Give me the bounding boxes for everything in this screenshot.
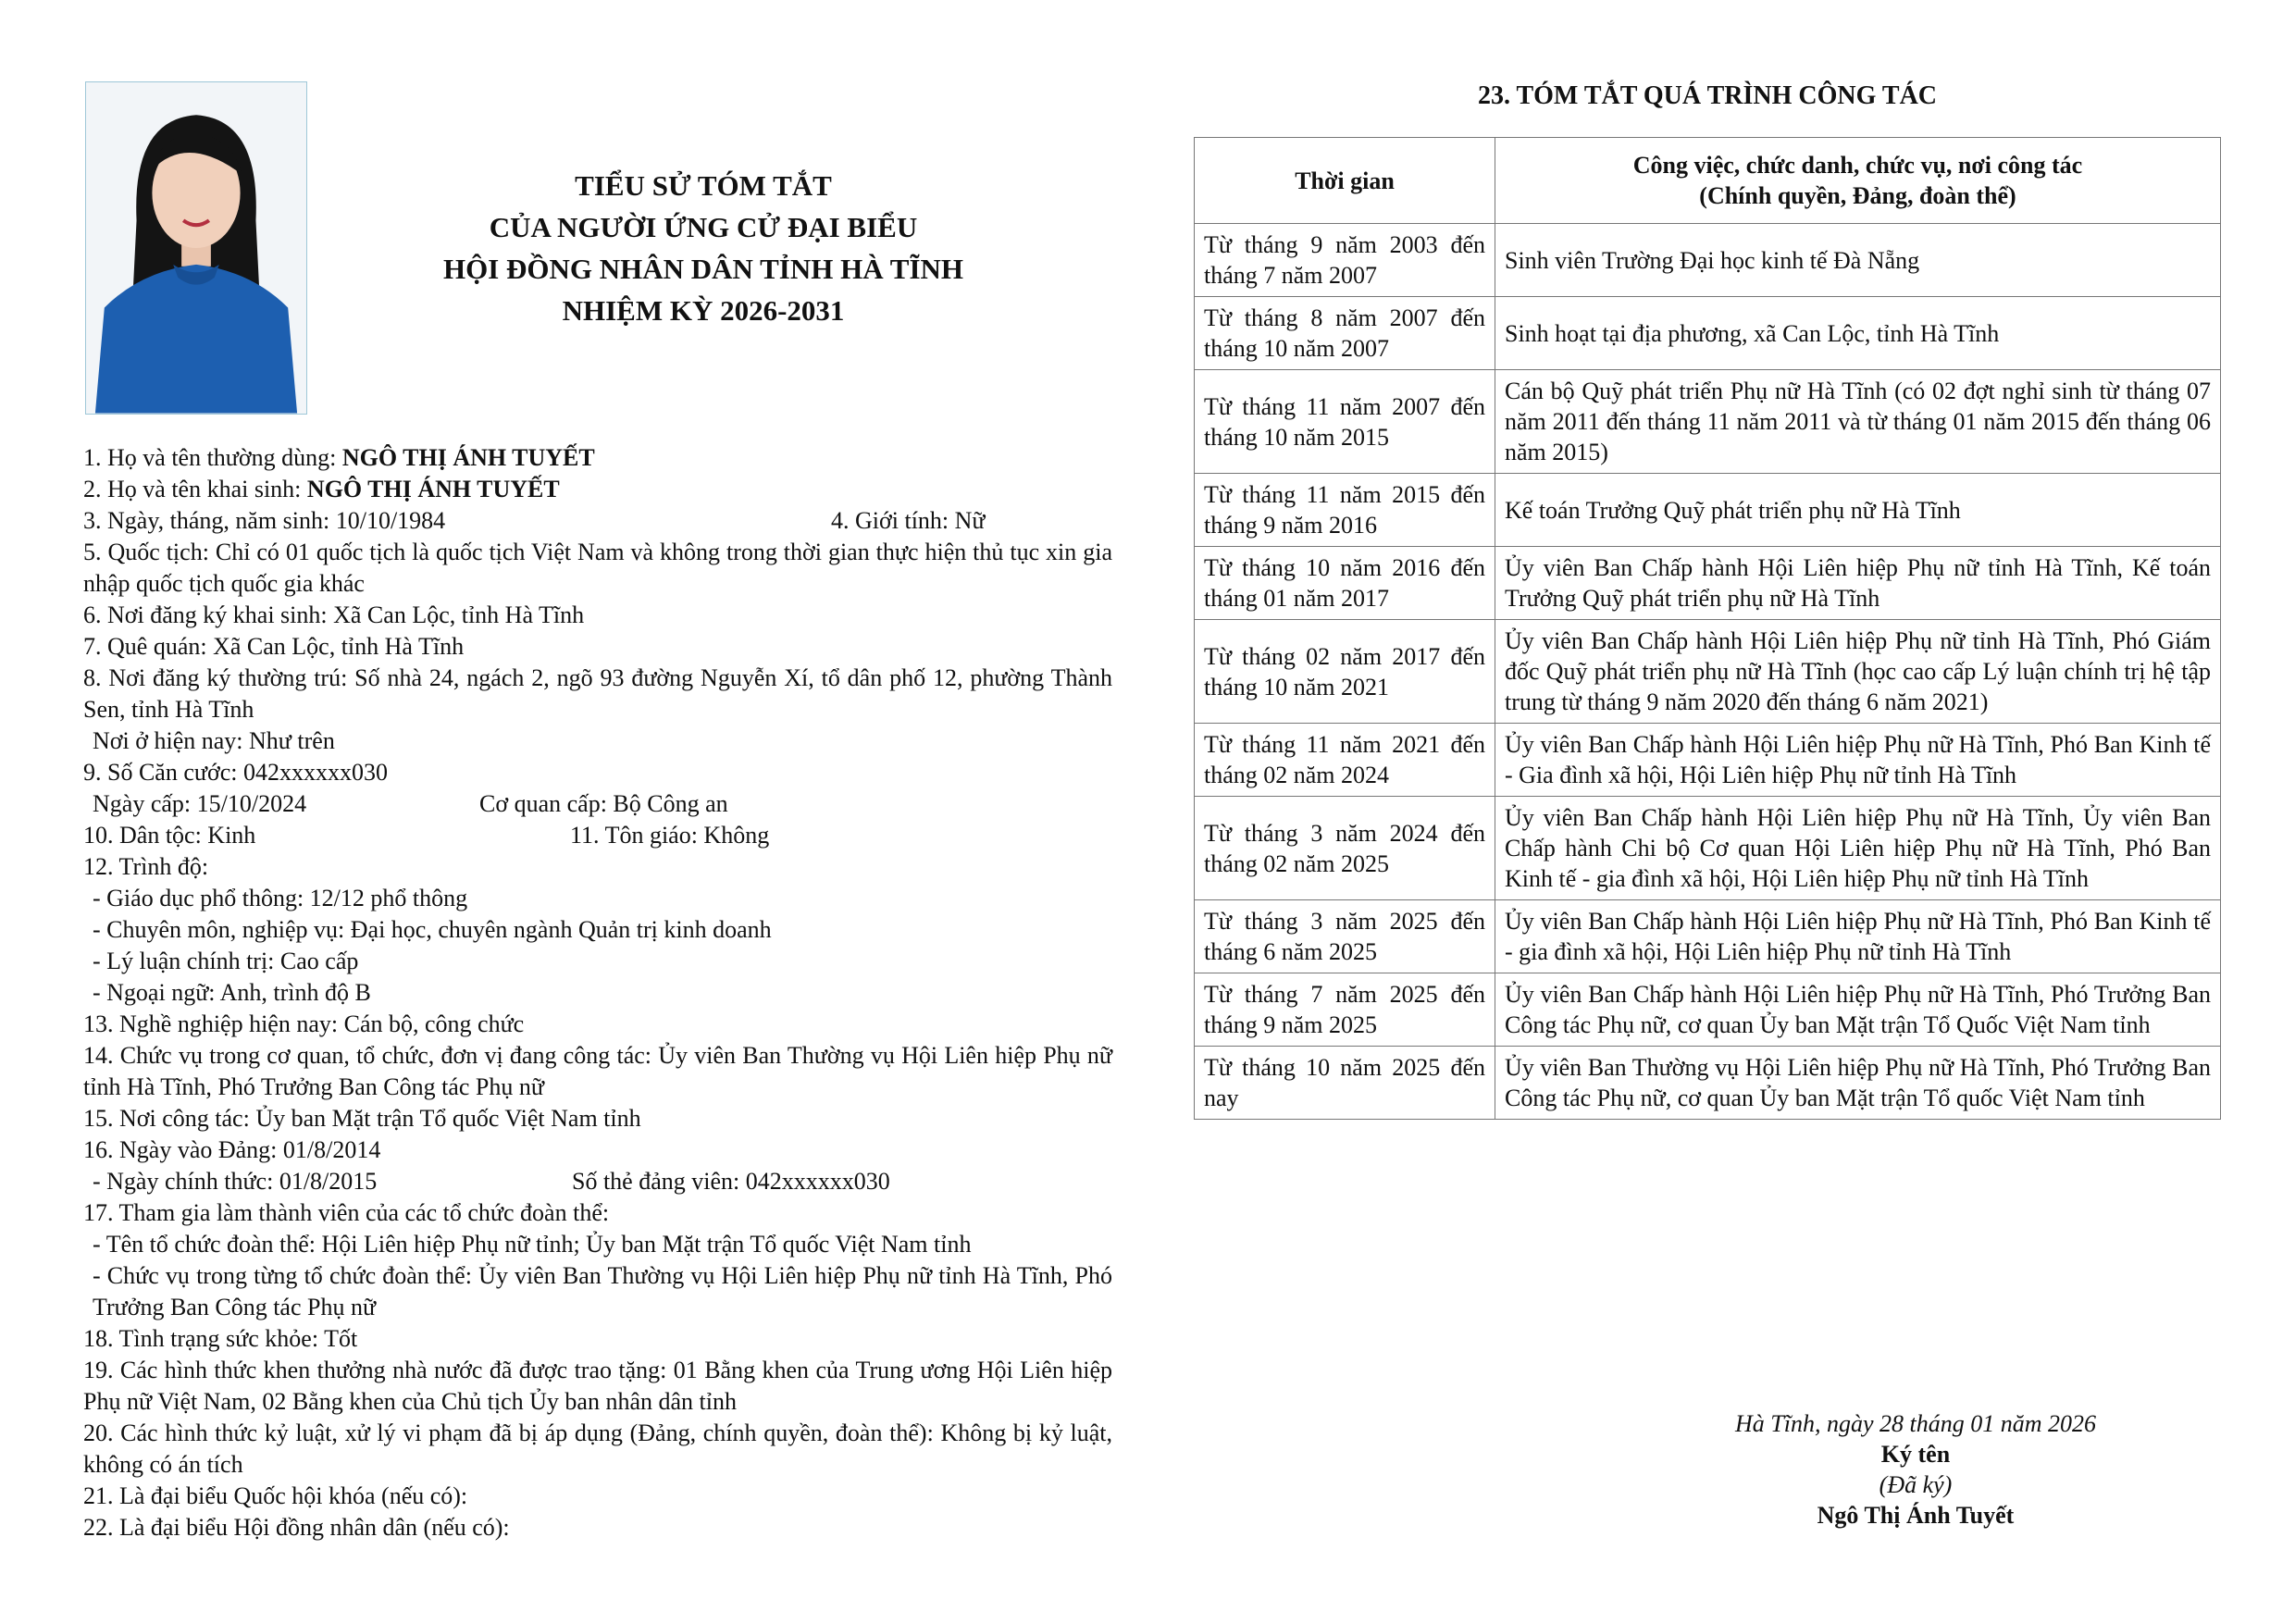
info-birthdate-row <box>83 505 1112 537</box>
row-job: Sinh viên Trường Đại học kinh tế Đà Nẵng <box>1495 224 2221 297</box>
row-time: Từ tháng 10 năm 2025 đến nay <box>1195 1047 1495 1120</box>
info-common-name <box>83 442 1112 474</box>
birthdate: 3. Ngày, tháng, năm sinh: 10/10/1984 <box>83 507 446 534</box>
table-row <box>1195 1047 2221 1120</box>
id-issue-date: Ngày cấp: 15/10/2024 <box>93 790 307 817</box>
candidate-portrait-photo <box>85 81 307 415</box>
row-time: Từ tháng 7 năm 2025 đến tháng 9 năm 2025 <box>1195 973 1495 1047</box>
row-job: Cán bộ Quỹ phát triển Phụ nữ Hà Tĩnh (có 02 đợt nghỉ sinh từ tháng 07 năm 2011 đến tháng 11 năm 2011 và từ tháng 01 năm 2015 đến tháng 06 năm 2015) <box>1495 370 2221 474</box>
row-time: Từ tháng 9 năm 2003 đến tháng 7 năm 2007 <box>1195 224 1495 297</box>
row-time: Từ tháng 11 năm 2015 đến tháng 9 năm 2016 <box>1195 474 1495 547</box>
row-time: Từ tháng 11 năm 2021 đến tháng 02 năm 2024 <box>1195 724 1495 797</box>
ethnicity: 10. Dân tộc: Kinh <box>83 822 256 849</box>
document-title <box>352 165 1055 331</box>
info-hometown: 7. Quê quán: Xã Can Lộc, tỉnh Hà Tĩnh <box>83 633 465 660</box>
info-ethnicity-row <box>83 820 1112 851</box>
info-current-position: 14. Chức vụ trong cơ quan, tổ chức, đơn vị đang công tác: Ủy viên Ban Thường vụ Hội Liên hiệp Phụ nữ tỉnh Hà Tĩnh, Phó Trưởng Ban Công tác Phụ nữ <box>83 1042 1112 1100</box>
row-time: Từ tháng 3 năm 2025 đến tháng 6 năm 2025 <box>1195 900 1495 973</box>
party-card-number: Số thẻ đảng viên: 042xxxxxx030 <box>572 1168 890 1195</box>
info-birth-registration: 6. Nơi đăng ký khai sinh: Xã Can Lộc, tỉnh Hà Tĩnh <box>83 601 585 628</box>
title-line-2: CỦA NGƯỜI ỨNG CỬ ĐẠI BIỂU <box>489 211 918 243</box>
table-row <box>1195 370 2221 474</box>
row-job: Ủy viên Ban Chấp hành Hội Liên hiệp Phụ nữ Hà Tĩnh, Phó Trưởng Ban Công tác Phụ nữ, cơ quan Ủy ban Mặt trận Tổ Quốc Việt Nam tỉnh <box>1495 973 2221 1047</box>
info-organization-names: - Tên tổ chức đoàn thể: Hội Liên hiệp Phụ nữ tỉnh; Ủy ban Mặt trận Tổ quốc Việt Nam tỉnh <box>93 1231 972 1258</box>
row-job: Ủy viên Ban Chấp hành Hội Liên hiệp Phụ nữ Hà Tĩnh, Phó Ban Kinh tế - Gia đình xã hội, Hội Liên hiệp Phụ nữ tỉnh Hà Tĩnh <box>1495 724 2221 797</box>
info-current-residence: Nơi ở hiện nay: Như trên <box>93 727 335 754</box>
career-section-title: 23. TÓM TẮT QUÁ TRÌNH CÔNG TÁC <box>1477 81 1938 110</box>
table-row <box>1195 724 2221 797</box>
career-table-header <box>1195 138 2221 224</box>
info-workplace: 15. Nơi công tác: Ủy ban Mặt trận Tổ quốc Việt Nam tỉnh <box>83 1105 641 1132</box>
info-party-join-date: 16. Ngày vào Đảng: 01/8/2014 <box>83 1136 381 1163</box>
title-line-4: NHIỆM KỲ 2026-2031 <box>562 294 845 327</box>
table-row <box>1195 474 2221 547</box>
signature-label: Ký tên <box>1880 1441 1951 1468</box>
info-general-education: - Giáo dục phổ thông: 12/12 phổ thông <box>93 885 468 911</box>
info-education-heading: 12. Trình độ: <box>83 853 209 880</box>
row-job: Ủy viên Ban Chấp hành Hội Liên hiệp Phụ nữ tỉnh Hà Tĩnh, Phó Giám đốc Quỹ phát triển phụ nữ Hà Tĩnh (học cao cấp Lý luận chính trị hệ tập trung từ tháng 9 năm 2020 đến tháng 6 năm 2021) <box>1495 620 2221 724</box>
row-time: Từ tháng 10 năm 2016 đến tháng 01 năm 2017 <box>1195 547 1495 620</box>
row-time: Từ tháng 02 năm 2017 đến tháng 10 năm 2021 <box>1195 620 1495 724</box>
table-row <box>1195 547 2221 620</box>
row-job: Ủy viên Ban Thường vụ Hội Liên hiệp Phụ nữ Hà Tĩnh, Phó Trưởng Ban Công tác Phụ nữ, cơ quan Ủy ban Mặt trận Tổ quốc Việt Nam tỉnh <box>1495 1047 2221 1120</box>
info-discipline: 20. Các hình thức kỷ luật, xử lý vi phạm đã bị áp dụng (Đảng, chính quyền, đoàn thể): Không bị kỷ luật, không có án tích <box>83 1419 1112 1478</box>
row-job: Sinh hoạt tại địa phương, xã Can Lộc, tỉnh Hà Tĩnh <box>1495 297 2221 370</box>
info-party-official-row <box>83 1166 1112 1197</box>
signature-block <box>1647 1408 2184 1531</box>
common-name-label: 1. Họ và tên thường dùng: <box>83 444 342 471</box>
table-row <box>1195 900 2221 973</box>
birth-name-value: NGÔ THỊ ÁNH TUYẾT <box>306 476 560 502</box>
table-row <box>1195 620 2221 724</box>
id-issue-agency: Cơ quan cấp: Bộ Công an <box>479 790 728 817</box>
birth-name-label: 2. Họ và tên khai sinh: <box>83 476 307 502</box>
row-time: Từ tháng 3 năm 2024 đến tháng 02 năm 2025 <box>1195 797 1495 900</box>
info-national-assembly: 21. Là đại biểu Quốc hội khóa (nếu có): <box>83 1482 468 1509</box>
info-peoples-council: 22. Là đại biểu Hội đồng nhân dân (nếu có): <box>83 1514 510 1541</box>
info-health: 18. Tình trạng sức khỏe: Tốt <box>83 1325 358 1352</box>
row-job: Ủy viên Ban Chấp hành Hội Liên hiệp Phụ nữ tỉnh Hà Tĩnh, Kế toán Trưởng Quỹ phát triển phụ nữ Hà Tĩnh <box>1495 547 2221 620</box>
info-permanent-residence: 8. Nơi đăng ký thường trú: Số nhà 24, ngách 2, ngõ 93 đường Nguyễn Xí, tổ dân phố 12, phường Thành Sen, tỉnh Hà Tĩnh <box>83 664 1112 723</box>
table-row <box>1195 973 2221 1047</box>
career-table <box>1194 137 2221 1120</box>
info-organizations-heading: 17. Tham gia làm thành viên của các tổ chức đoàn thể: <box>83 1199 610 1226</box>
header-job-line-1: Công việc, chức danh, chức vụ, nơi công tác <box>1632 152 2083 179</box>
row-time: Từ tháng 11 năm 2007 đến tháng 10 năm 2015 <box>1195 370 1495 474</box>
info-political-theory: - Lý luận chính trị: Cao cấp <box>93 948 359 974</box>
header-job-line-2: (Chính quyền, Đảng, đoàn thể) <box>1699 182 2016 209</box>
info-id-number: 9. Số Căn cước: 042xxxxxx030 <box>83 759 388 786</box>
header-time: Thời gian <box>1195 138 1495 224</box>
personal-info <box>83 442 1112 1543</box>
info-foreign-language: - Ngoại ngữ: Anh, trình độ B <box>93 979 371 1006</box>
row-job: Ủy viên Ban Chấp hành Hội Liên hiệp Phụ nữ Hà Tĩnh, Phó Ban Kinh tế - gia đình xã hội, Hội Liên hiệp Phụ nữ tỉnh Hà Tĩnh <box>1495 900 2221 973</box>
info-id-issue-row <box>83 788 1112 820</box>
row-job: Ủy viên Ban Chấp hành Hội Liên hiệp Phụ nữ Hà Tĩnh, Ủy viên Ban Chấp hành Chi bộ Cơ quan Hội Liên hiệp Phụ nữ Hà Tĩnh, Phó Ban Kinh tế - gia đình xã hội, Hội Liên hiệp Phụ nữ tỉnh Hà Tĩnh <box>1495 797 2221 900</box>
header-job <box>1495 138 2221 224</box>
party-official-date: - Ngày chính thức: 01/8/2015 <box>93 1168 378 1195</box>
info-organization-positions: - Chức vụ trong từng tổ chức đoàn thể: Ủy viên Ban Thường vụ Hội Liên hiệp Phụ nữ tỉnh Hà Tĩnh, Phó Trưởng Ban Công tác Phụ nữ <box>93 1262 1112 1320</box>
info-awards: 19. Các hình thức khen thưởng nhà nước đã được trao tặng: 01 Bằng khen của Trung ương Hội Liên hiệp Phụ nữ Việt Nam, 02 Bằng khen của Chủ tịch Ủy ban nhân dân tỉnh <box>83 1357 1112 1415</box>
info-occupation: 13. Nghề nghiệp hiện nay: Cán bộ, công chức <box>83 1010 525 1037</box>
table-row <box>1195 297 2221 370</box>
signature-name: Ngô Thị Ánh Tuyết <box>1817 1502 2015 1529</box>
info-professional-education: - Chuyên môn, nghiệp vụ: Đại học, chuyên ngành Quản trị kinh doanh <box>93 916 772 943</box>
row-job: Kế toán Trưởng Quỹ phát triển phụ nữ Hà Tĩnh <box>1495 474 2221 547</box>
row-time: Từ tháng 8 năm 2007 đến tháng 10 năm 2007 <box>1195 297 1495 370</box>
signature-place-date: Hà Tĩnh, ngày 28 tháng 01 năm 2026 <box>1735 1410 2096 1437</box>
table-row <box>1195 224 2221 297</box>
signature-signed-note: (Đã ký) <box>1879 1471 1953 1498</box>
religion: 11. Tôn giáo: Không <box>570 822 770 849</box>
title-line-3: HỘI ĐỒNG NHÂN DÂN TỈNH HÀ TĨNH <box>442 253 964 285</box>
common-name-value: NGÔ THỊ ÁNH TUYẾT <box>341 444 595 471</box>
info-birth-name <box>83 474 1112 505</box>
gender: 4. Giới tính: Nữ <box>831 507 986 534</box>
title-line-1: TIỂU SỬ TÓM TẮT <box>575 169 832 202</box>
info-nationality: 5. Quốc tịch: Chỉ có 01 quốc tịch là quốc tịch Việt Nam và không trong thời gian thực hiện thủ tục xin gia nhập quốc tịch quốc gia khác <box>83 539 1112 597</box>
table-row <box>1195 797 2221 900</box>
